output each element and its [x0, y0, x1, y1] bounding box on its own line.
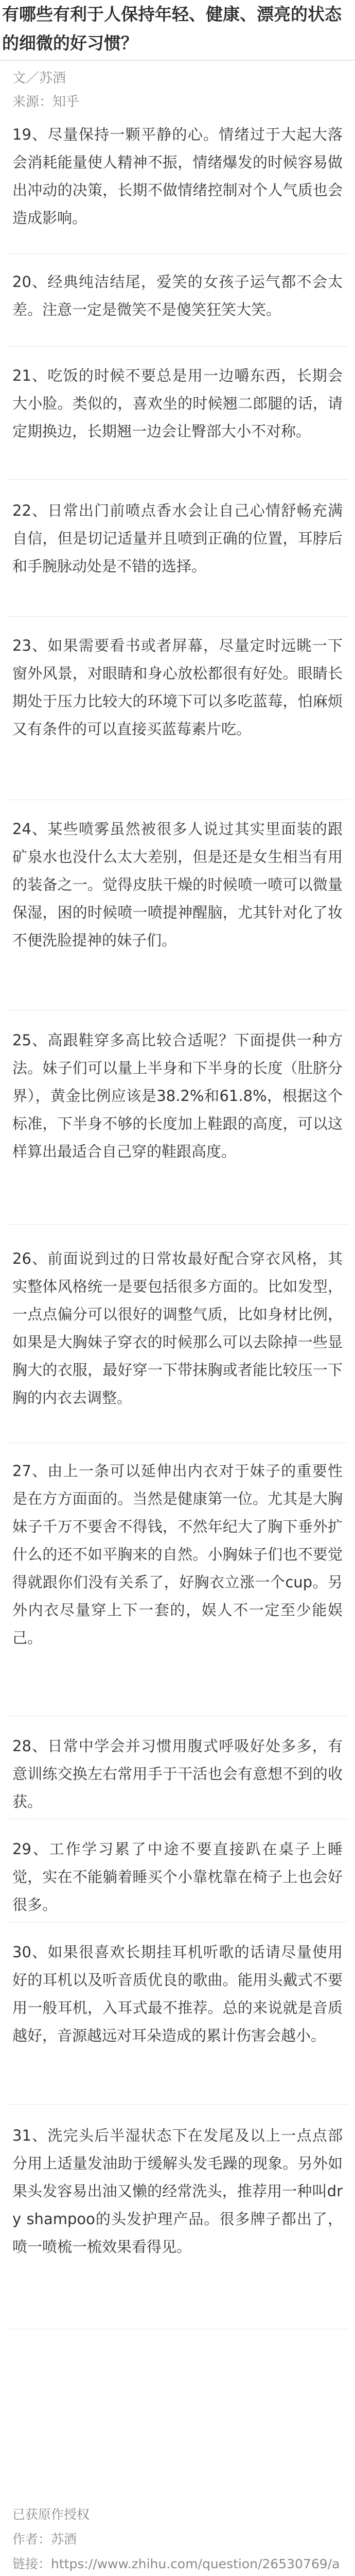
author-line: 文／苏酒: [12, 71, 66, 86]
paragraph-24: 24、某些喷雾虽然被很多人说过其实里面装的跟矿泉水也没什么太大差别，但是还是女生相当有用的装备之一。觉得皮肤干燥的时候喷一喷可以微量保湿，困的时候喷一喷提神醒脑，尤其针对化了妆不便洗脸提神的妹子们。: [12, 820, 343, 949]
paragraph-19: 19、尽量保持一颗平静的心。情绪过于大起大落会消耗能量使人精神不振，情绪爆发的时候容易做出冲动的决策，长期不做情绪控制对个人气质也会造成影响。: [12, 126, 343, 227]
paragraph-divider: [6, 2104, 349, 2105]
paragraph-divider: [6, 616, 349, 617]
paragraph-30: 30、如果很喜欢长期挂耳机听歌的话请尽量使用好的耳机以及听音质优良的歌曲。能用头戴式不要用一般耳机，入耳式最不推荐。总的来说就是音质越好，音源越远对耳朵造成的累计伤害会越小。: [12, 1943, 343, 2044]
paragraph-31: 31、洗完头后半湿状态下在发尾及以上一点点部分用上适量发油助于缓解头发毛躁的现象。另外如果头发容易出油又懒的经常洗头，推荐用一种叫dry shampoo的头发护理产品。很多牌子都出了，喷一喷梳一梳效果看得见。: [12, 2127, 343, 2256]
paragraph-20: 20、经典纯洁结尾，爱笑的女孩子运气都不会太差。注意一定是微笑不是傻笑狂笑大笑。: [12, 273, 343, 318]
paragraph-divider: [6, 1224, 349, 1225]
title-divider: [0, 60, 355, 61]
paragraph-divider: [6, 253, 349, 254]
footer-author: 作者：苏酒: [12, 2532, 77, 2547]
paragraph-27: 27、由上一条可以延伸出内衣对于妹子的重要性是在方方面面的。当然是健康第一位。尤其是大胸妹子千万不要舍不得钱，不然年纪大了胸下垂外扩什么的还不如平胸来的自然。小胸妹子们也不要觉得就跟你们没有关系了，好胸衣立涨一个cup。另外内衣尽量穿上下一套的，娱人不一定至少能娱己。: [12, 1462, 343, 1647]
paragraph-26: 26、前面说到过的日常妆最好配合穿衣风格，其实整体风格统一是要包括很多方面的。比如发型，一点点偏分可以很好的调整气质，比如身材比例，如果是大胸妹子穿衣的时候那么可以去除掉一些显胸大的衣服，最好穿一下带抹胸或者能比较压一下胸的内衣去调整。: [12, 1250, 343, 1406]
paragraph-23: 23、如果需要看书或者屏幕，尽量定时远眺一下窗外风景，对眼睛和身心放松都很有好处。眼睛长期处于压力比较大的环境下可以多吃蓝莓，怕麻烦又有条件的可以直接买蓝莓素片吃。: [12, 637, 343, 738]
paragraph-21: 21、吃饭的时候不要总是用一边嚼东西，长期会大小脸。类似的，喜欢坐的时候翘二郎腿的话，请定期换边，长期翘一边会让臀部大小不对称。: [12, 367, 343, 440]
paragraph-25: 25、高跟鞋穿多高比较合适呢？下面提供一种方法。妹子们可以量上半身和下半身的长度（肚脐分界），黄金比例应该是38.2%和61.8%，根据这个标准，下半身不够的长度加上鞋跟的高度，可以这样算出最适合自己穿的鞋跟高度。: [12, 1031, 343, 1160]
paragraph-22: 22、日常出门前喷点香水会让自己心情舒畅充满自信，但是切记适量并且喷到正确的位置，耳脖后和手腕脉动处是不错的选择。: [12, 502, 343, 575]
authorization-note: 已获原作授权: [12, 2507, 90, 2522]
article-title: 有哪些有利于人保持年轻、健康、漂亮的状态的细微的好习惯？: [2, 4, 342, 53]
paragraph-divider: [6, 346, 349, 347]
source-line: 来源：知乎: [12, 94, 80, 110]
paragraph-28: 28、日常中学会并习惯用腹式呼吸好处多多，有意训练交换左右常用手于干活也会有意想不到的收获。: [12, 1737, 343, 1810]
paragraph-divider: [6, 479, 349, 480]
source-link[interactable]: 链接：https://www.zhihu.com/question/26530769/a: [12, 2556, 340, 2571]
paragraph-29: 29、工作学习累了中途不要直接趴在桌子上睡觉，实在不能躺着睡买个小靠枕靠在椅子上也会好很多。: [12, 1840, 343, 1913]
